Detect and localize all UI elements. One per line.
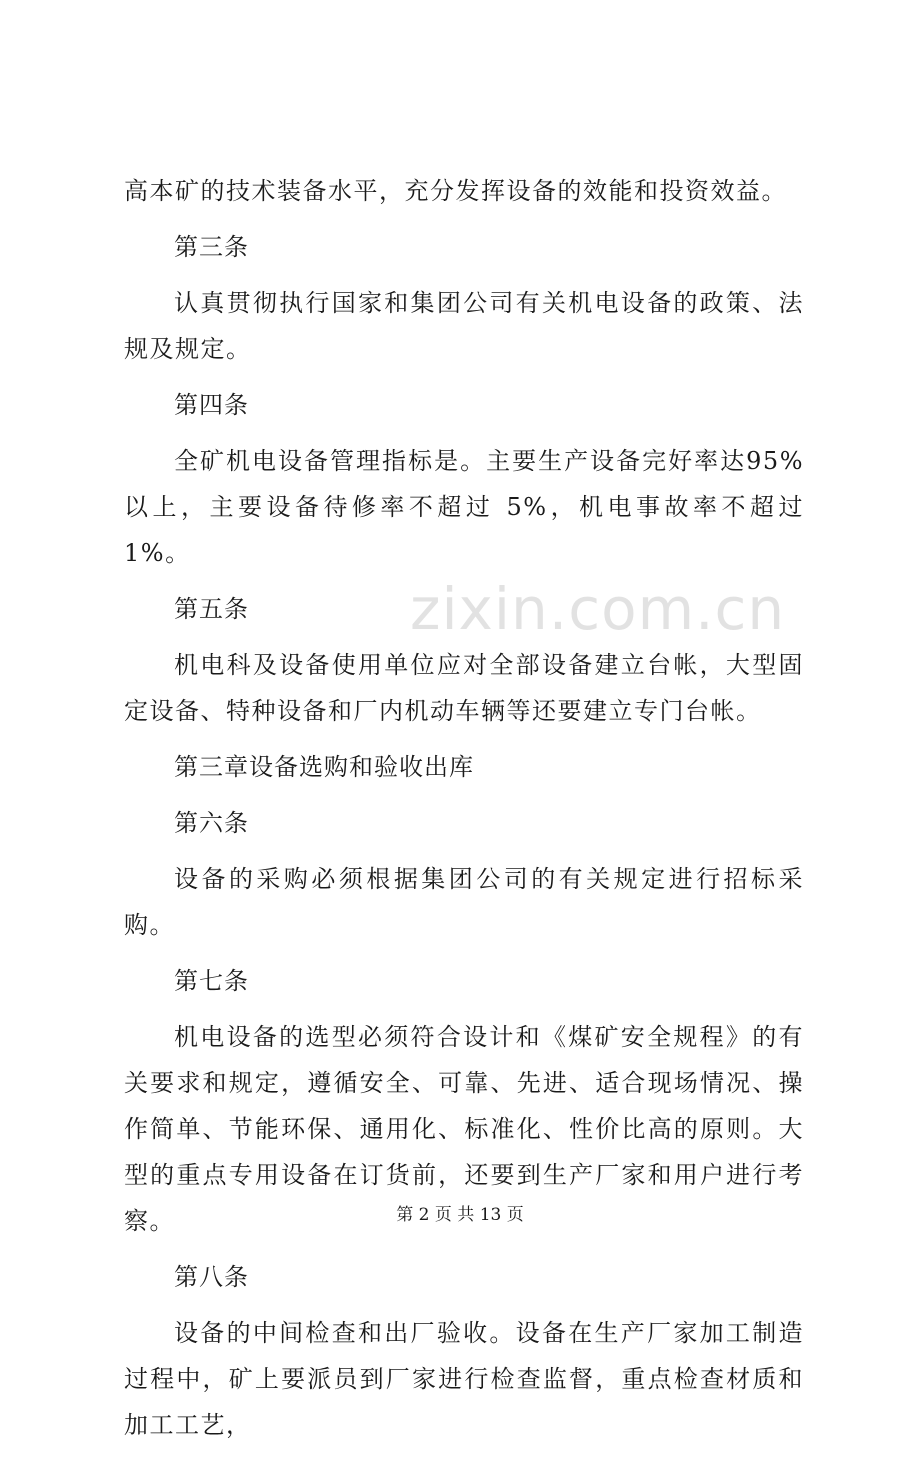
article-heading: 第六条 (174, 809, 249, 837)
watermark: zixin.com.cn (410, 575, 786, 643)
body-paragraph: 机电设备的选型必须符合设计和《煤矿安全规程》的有关要求和规定，遵循安全、可靠、先进、适合现场情况、操作简单、节能环保、通用化、标准化、性价比高的原则。大型的重点专用设备在订货前，还要到生产厂家和用户进行考察。 (124, 1023, 804, 1235)
article-heading: 第五条 (174, 595, 249, 623)
body-paragraph: 认真贯彻执行国家和集团公司有关机电设备的政策、法规及规定。 (124, 289, 804, 363)
document-body (124, 168, 804, 1458)
body-paragraph: 设备的中间检查和出厂验收。设备在生产厂家加工制造过程中，矿上要派员到厂家进行检查监督，重点检查材质和加工工艺， (124, 1319, 804, 1439)
body-paragraph: 高本矿的技术装备水平，充分发挥设备的效能和投资效益。 (124, 177, 787, 205)
article-heading: 第七条 (174, 967, 249, 995)
body-paragraph: 设备的采购必须根据集团公司的有关规定进行招标采购。 (124, 865, 804, 939)
body-paragraph: 全矿机电设备管理指标是。主要生产设备完好率达95%以上，主要设备待修率不超过 5%，机电事故率不超过 1%。 (124, 447, 804, 567)
article-heading: 第四条 (174, 391, 249, 419)
article-heading: 第三章设备选购和验收出库 (174, 753, 474, 781)
article-heading: 第八条 (174, 1263, 249, 1291)
article-heading: 第三条 (174, 233, 249, 261)
body-paragraph: 机电科及设备使用单位应对全部设备建立台帐，大型固定设备、特种设备和厂内机动车辆等还要建立专门台帐。 (124, 651, 804, 725)
page-footer: 第 2 页 共 13 页 (396, 1205, 524, 1225)
